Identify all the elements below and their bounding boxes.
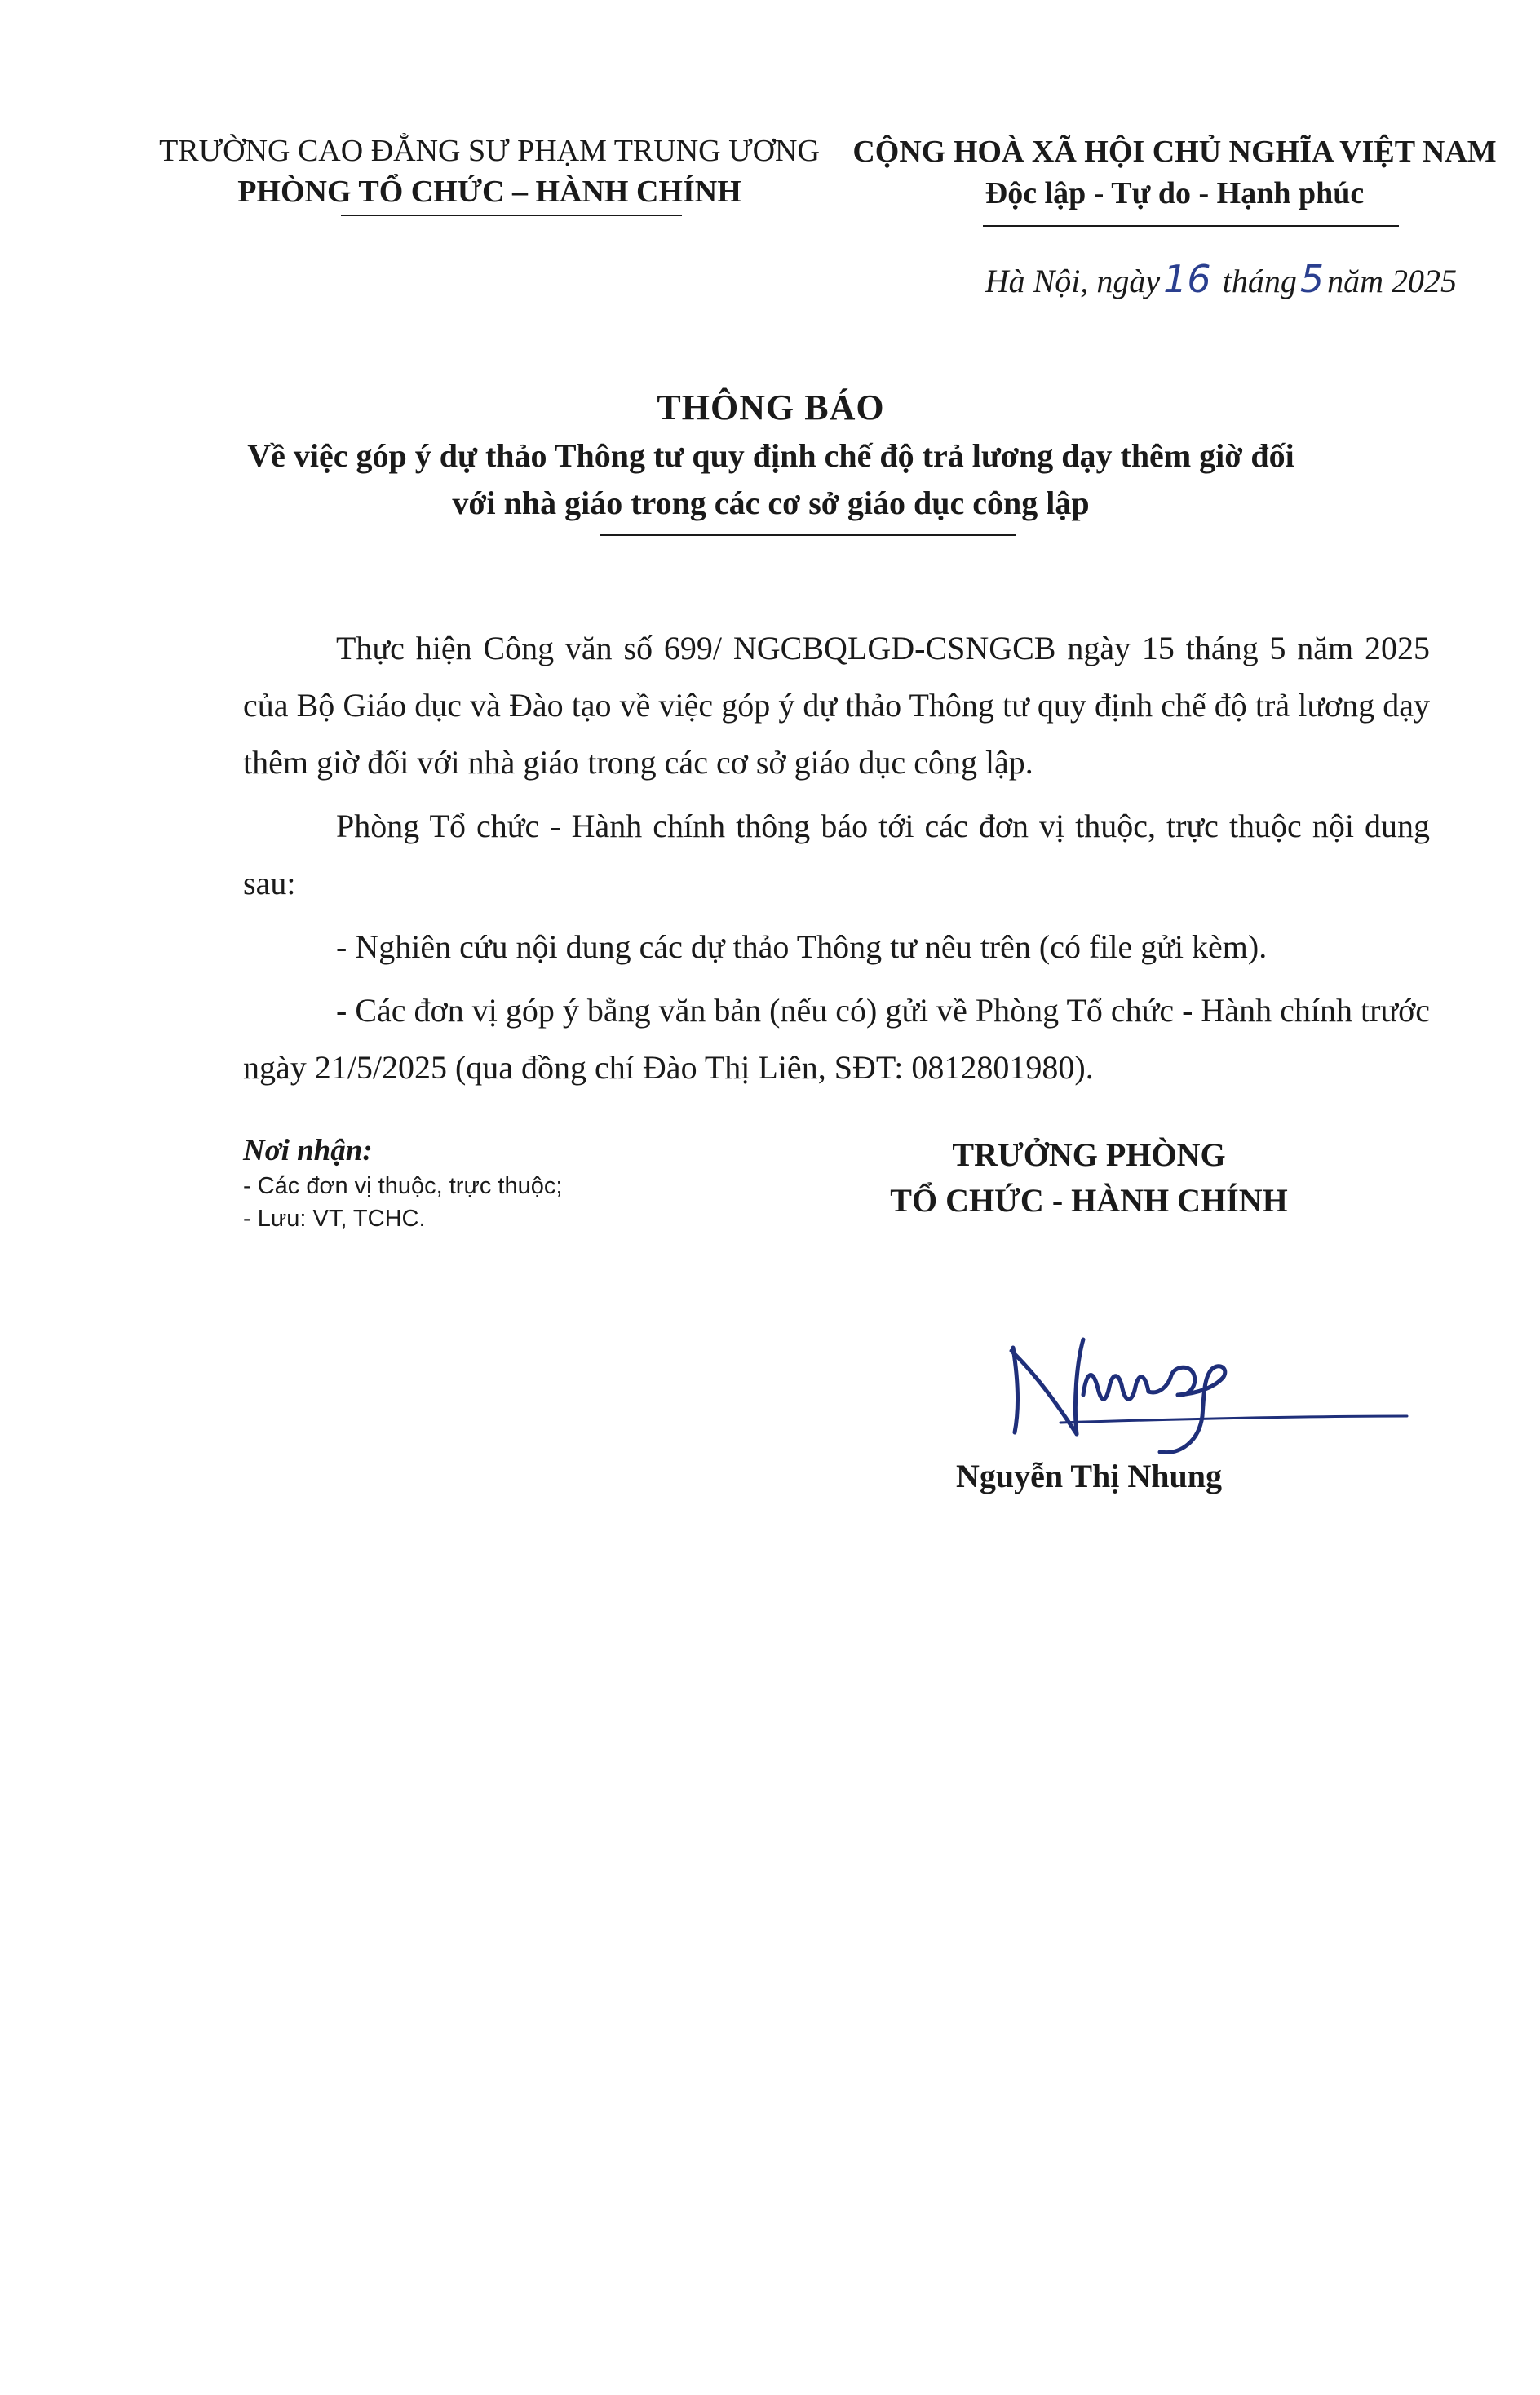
issuing-agency bbox=[122, 131, 856, 212]
national-header bbox=[848, 131, 1501, 214]
recipients-title: Nơi nhận: bbox=[243, 1134, 373, 1167]
recipients bbox=[243, 1132, 814, 1235]
date-prefix: Hà Nội, ngày bbox=[985, 263, 1161, 299]
signer-title-line-2: TỔ CHỨC - HÀNH CHÍNH bbox=[890, 1182, 1288, 1219]
subject-line-1: Về việc góp ý dự thảo Thông tư quy định chế độ trả lương dạy thêm giờ đối bbox=[247, 437, 1294, 474]
signer-name: Nguyễn Thị Nhung bbox=[955, 1458, 1223, 1494]
document-type: THÔNG BÁO bbox=[657, 387, 885, 427]
handwritten-signature bbox=[954, 1273, 1411, 1468]
recipient-item: - Lưu: VT, TCHC. bbox=[243, 1206, 426, 1232]
document-body bbox=[243, 620, 1430, 1103]
recipient-item: - Các đơn vị thuộc, trực thuộc; bbox=[243, 1173, 563, 1199]
subject-line-2: với nhà giáo trong các cơ sở giáo dục công lập bbox=[452, 485, 1090, 521]
document-title bbox=[163, 383, 1378, 527]
dept-name: PHÒNG TỔ CHỨC – HÀNH CHÍNH bbox=[237, 175, 741, 209]
org-name: TRƯỜNG CAO ĐẲNG SƯ PHẠM TRUNG ƯƠNG bbox=[159, 134, 820, 168]
signature-block bbox=[840, 1132, 1338, 1224]
body-paragraph-1: Thực hiện Công văn số 699/ NGCBQLGD-CSNGCB ngày 15 tháng 5 năm 2025 của Bộ Giáo dục và Đào tạo về việc góp ý dự thảo Thông tư quy định chế độ trả lương dạy thêm giờ đối với nhà giáo trong các cơ sở giáo dục công lập. bbox=[243, 630, 1430, 781]
national-motto: Độc lập - Tự do - Hạnh phúc bbox=[985, 176, 1365, 210]
body-paragraph-3: - Nghiên cứu nội dung các dự thảo Thông tư nêu trên (có file gửi kèm). bbox=[336, 928, 1268, 965]
date-day-handwritten: 16 bbox=[1163, 257, 1211, 301]
body-paragraph-4: - Các đơn vị góp ý bằng văn bản (nếu có) gửi về Phòng Tổ chức - Hành chính trước ngày 21/5/2025 (qua đồng chí Đào Thị Liên, SĐT: 0812801980). bbox=[243, 992, 1430, 1086]
nation-title: CỘNG HOÀ XÃ HỘI CHỦ NGHĨA VIỆT NAM bbox=[852, 135, 1497, 169]
issue-date bbox=[985, 255, 1457, 306]
signer-title-line-1: TRƯỞNG PHÒNG bbox=[952, 1136, 1226, 1173]
body-paragraph-2: Phòng Tổ chức - Hành chính thông báo tới các đơn vị thuộc, trực thuộc nội dung sau: bbox=[243, 808, 1430, 901]
date-year: năm 2025 bbox=[1327, 263, 1457, 299]
date-month-label: tháng bbox=[1222, 263, 1297, 299]
date-month-handwritten: 5 bbox=[1299, 257, 1325, 301]
title-underline bbox=[600, 534, 1016, 536]
agency-underline bbox=[341, 215, 682, 216]
motto-underline bbox=[983, 225, 1399, 227]
